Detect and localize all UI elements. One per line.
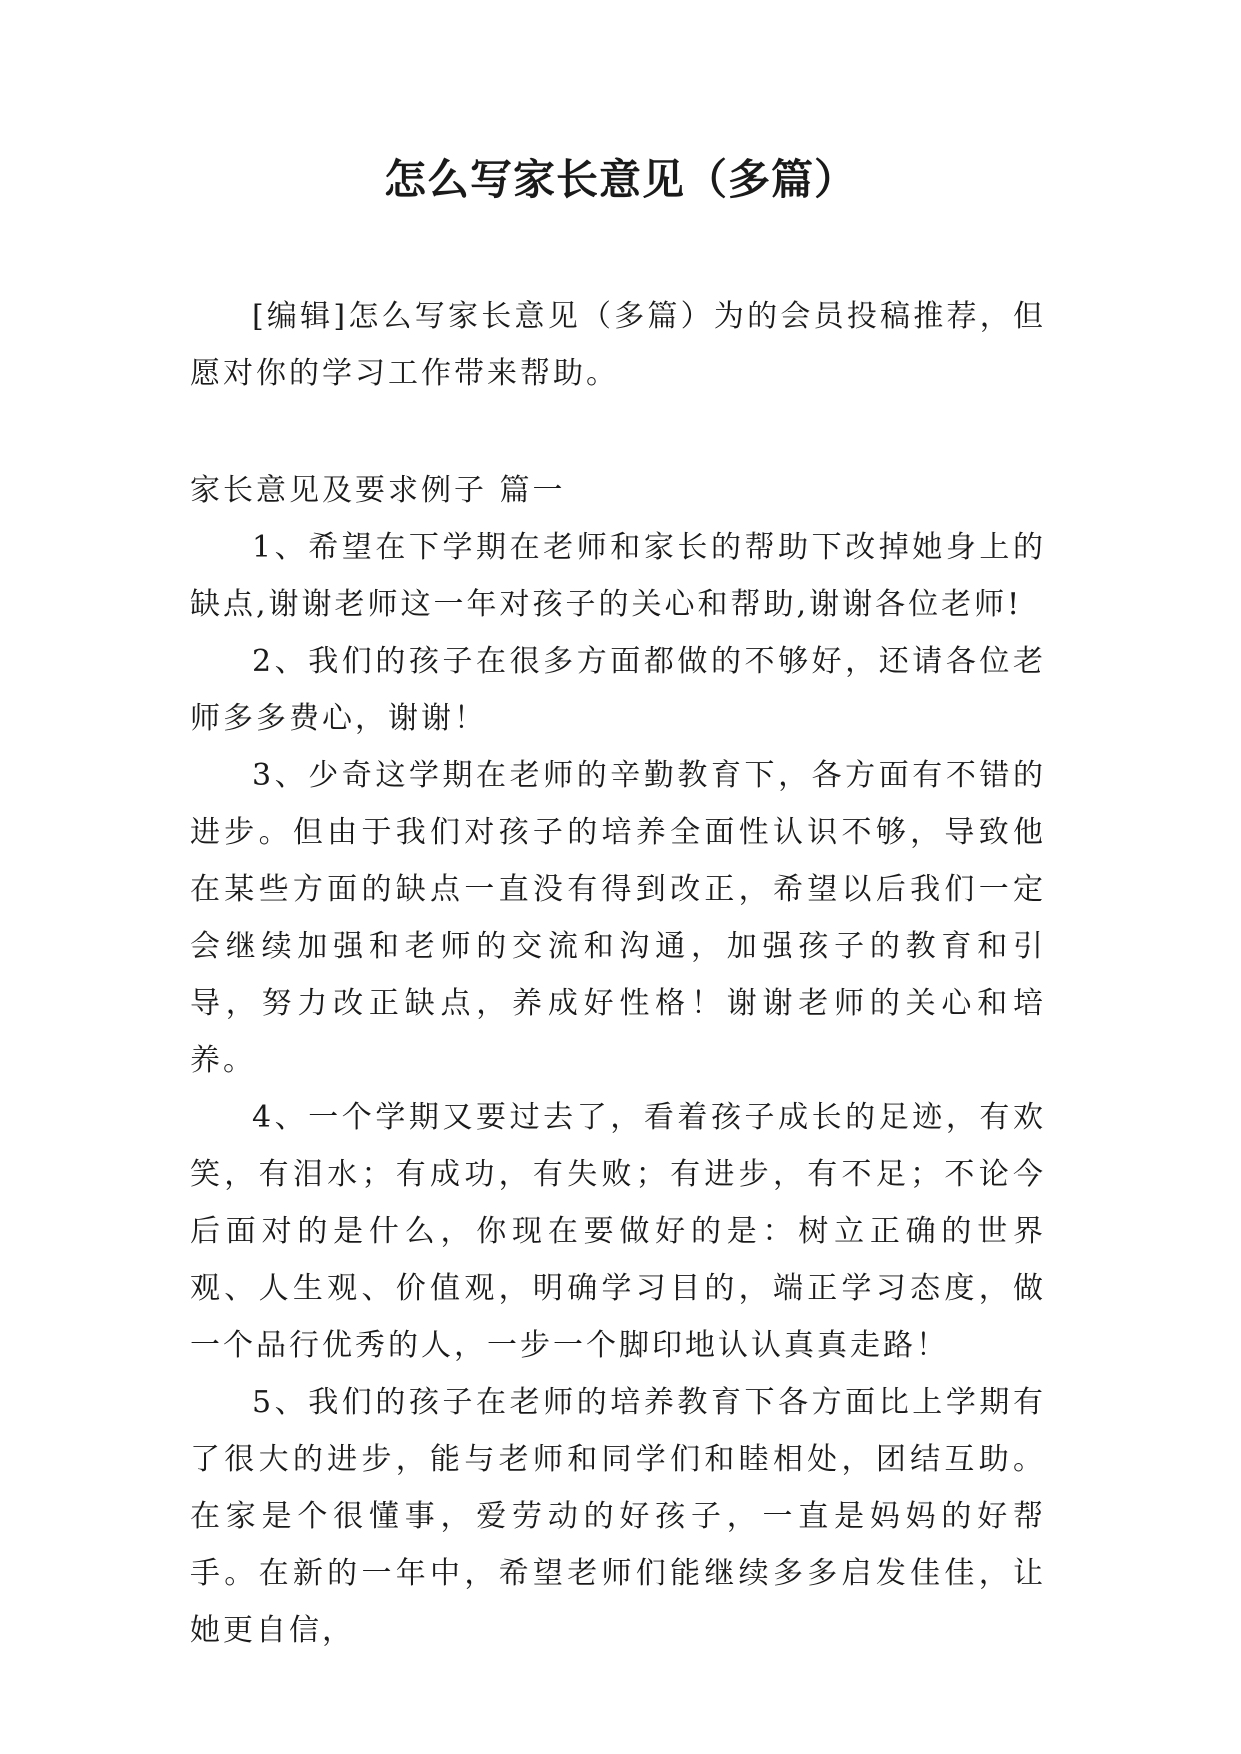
opinion-list xyxy=(190,519,1046,1659)
list-item: 5、我们的孩子在老师的培养教育下各方面比上学期有了很大的进步，能与老师和同学们和睦相处，团结互助。在家是个很懂事，爱劳动的好孩子，一直是妈妈的好帮手。在新的一年中，希望老师们能继续多多启发佳佳，让她更自信， xyxy=(190,1385,1046,1648)
section-heading: 家长意见及要求例子 篇一 xyxy=(190,473,566,508)
list-item: 4、一个学期又要过去了，看着孩子成长的足迹，有欢笑，有泪水；有成功，有失败；有进步，有不足；不论今后面对的是什么，你现在要做好的是：树立正确的世界观、人生观、价值观，明确学习目的，端正学习态度，做一个品行优秀的人，一步一个脚印地认认真真走路！ xyxy=(190,1100,1046,1363)
intro-paragraph: [编辑]怎么写家长意见（多篇）为的会员投稿推荐，但愿对你的学习工作带来帮助。 xyxy=(190,299,1046,391)
list-item: 1、希望在下学期在老师和家长的帮助下改掉她身上的缺点,谢谢老师这一年对孩子的关心和帮助,谢谢各位老师! xyxy=(190,530,1046,622)
list-item: 3、少奇这学期在老师的辛勤教育下，各方面有不错的进步。但由于我们对孩子的培养全面性认识不够，导致他在某些方面的缺点一直没有得到改正，希望以后我们一定会继续加强和老师的交流和沟通，加强孩子的教育和引导，努力改正缺点，养成好性格！谢谢老师的关心和培养。 xyxy=(190,758,1046,1078)
document-title: 怎么写家长意见（多篇） xyxy=(383,155,857,204)
list-item: 2、我们的孩子在很多方面都做的不够好，还请各位老师多多费心，谢谢！ xyxy=(190,644,1046,736)
